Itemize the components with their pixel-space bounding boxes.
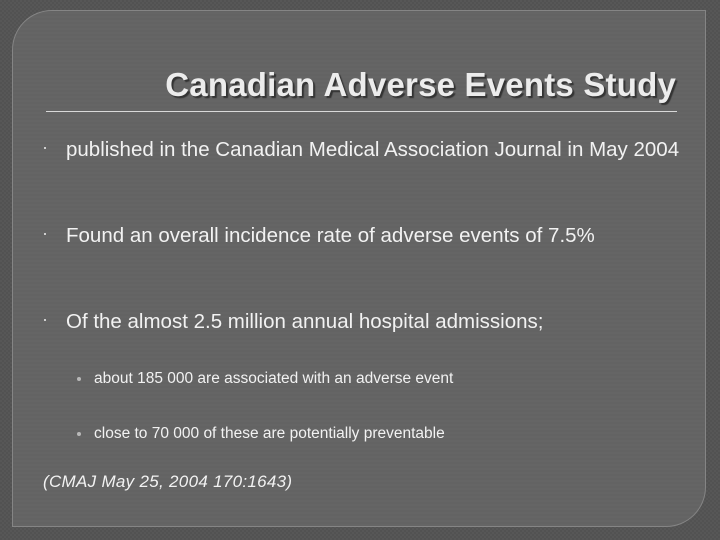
bullet-text: published in the Canadian Medical Association Journal in May 2004 — [66, 138, 680, 161]
sub-bullet-item-1 — [77, 369, 453, 389]
citation: (CMAJ May 25, 2004 170:1643) — [43, 472, 293, 491]
sub-bullet-text: about 185 000 are associated with an adverse event — [94, 370, 454, 387]
bullet-item-1 — [44, 135, 684, 164]
square-bullet-icon — [44, 147, 46, 149]
title-divider — [46, 111, 677, 112]
bullet-item-3 — [44, 307, 684, 336]
square-bullet-icon — [44, 233, 46, 235]
bullet-text: Of the almost 2.5 million annual hospital admissions; — [66, 310, 544, 333]
bullet-text: Found an overall incidence rate of adverse events of 7.5% — [66, 224, 595, 247]
sub-bullet-item-2 — [77, 424, 445, 444]
round-bullet-icon — [77, 432, 81, 436]
square-bullet-icon — [44, 319, 46, 321]
slide-title: Canadian Adverse Events Study — [165, 66, 676, 103]
round-bullet-icon — [77, 377, 81, 381]
sub-bullet-text: close to 70 000 of these are potentially preventable — [94, 425, 445, 442]
bullet-item-2 — [44, 221, 684, 250]
